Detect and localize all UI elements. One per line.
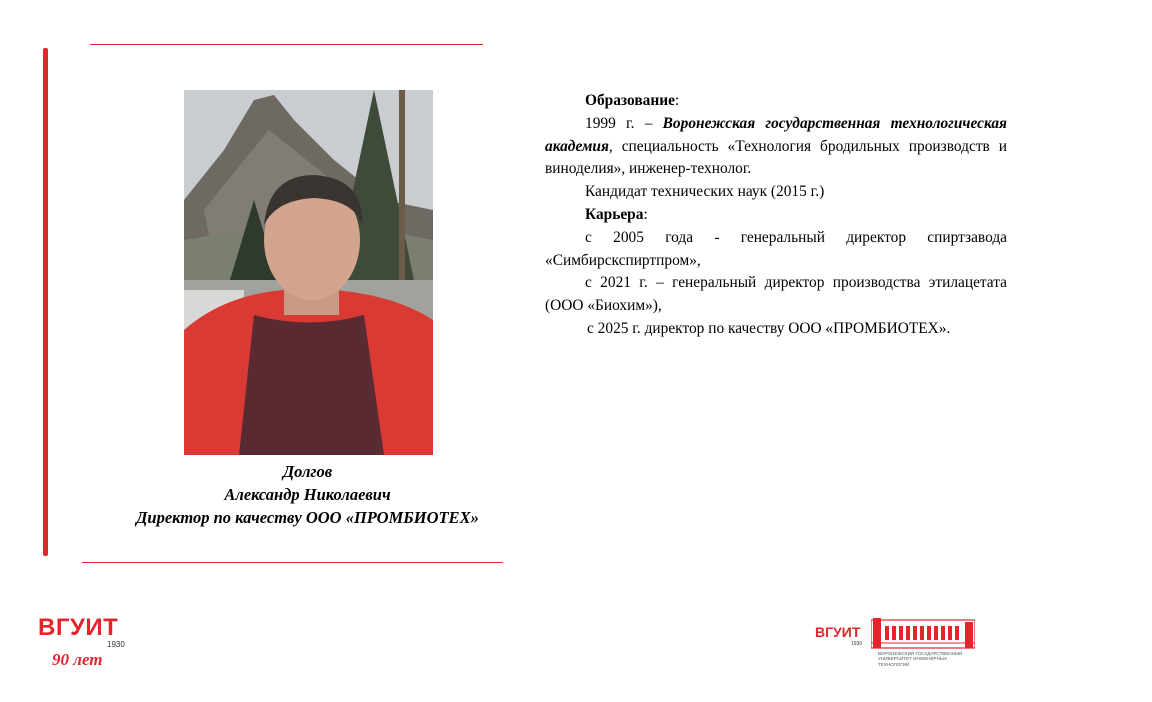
career-entry-2: с 2021 г. – генеральный директор производства этилацетата (ООО «Биохим»), [545, 274, 1007, 315]
education-heading-line [545, 90, 1007, 113]
red-vertical-bar [43, 48, 48, 556]
biography [545, 90, 1007, 341]
top-red-line [90, 44, 483, 45]
career-heading-line [545, 204, 1007, 227]
degree: Кандидат технических наук (2015 г.) [585, 183, 825, 201]
person-position: Директор по качеству ООО «ПРОМБИОТЕХ» [136, 508, 479, 527]
logo-right-brand: ВГУИТ [815, 624, 861, 640]
logo-brand: ВГУИТ [38, 614, 119, 641]
education-details: , специальность «Технология бродильных производств и виноделия», инженер-технолог. [545, 137, 1007, 178]
logo-right-year: 1930 [851, 641, 863, 647]
logo-year: 1930 [107, 640, 125, 649]
person-caption [95, 460, 520, 529]
education-colon: : [674, 92, 680, 109]
person-surname: Долгов [282, 462, 333, 481]
education-year: 1999 г. – [585, 114, 663, 132]
career-entry-1: с 2005 года - генеральный директор спиртзавода «Симбирскспиртпром», [545, 228, 1007, 269]
portrait-photo [184, 90, 433, 455]
career-entry-3: с 2025 г. директор по качеству ООО «ПРОМБИОТЕХ». [587, 319, 951, 337]
building-icon [871, 616, 975, 650]
vguit-90-years-logo [36, 614, 136, 672]
university-name: ВОРОНЕЖСКИЙ ГОСУДАРСТВЕННЫЙ УНИВЕРСИТЕТ ИНЖЕНЕРНЫХ ТЕХНОЛОГИЙ [878, 651, 963, 667]
education-entry [545, 113, 1007, 181]
logo-anniversary: 90 лет [52, 650, 103, 669]
bottom-red-line [82, 562, 503, 563]
person-name: Александр Николаевич [224, 485, 391, 504]
education-heading: Образование [585, 92, 675, 109]
career-colon: : [643, 205, 648, 223]
education-institution: Воронежская государственная технологическая академия [545, 114, 1007, 155]
vguit-university-logo [815, 614, 980, 672]
career-heading: Карьера [585, 205, 644, 223]
